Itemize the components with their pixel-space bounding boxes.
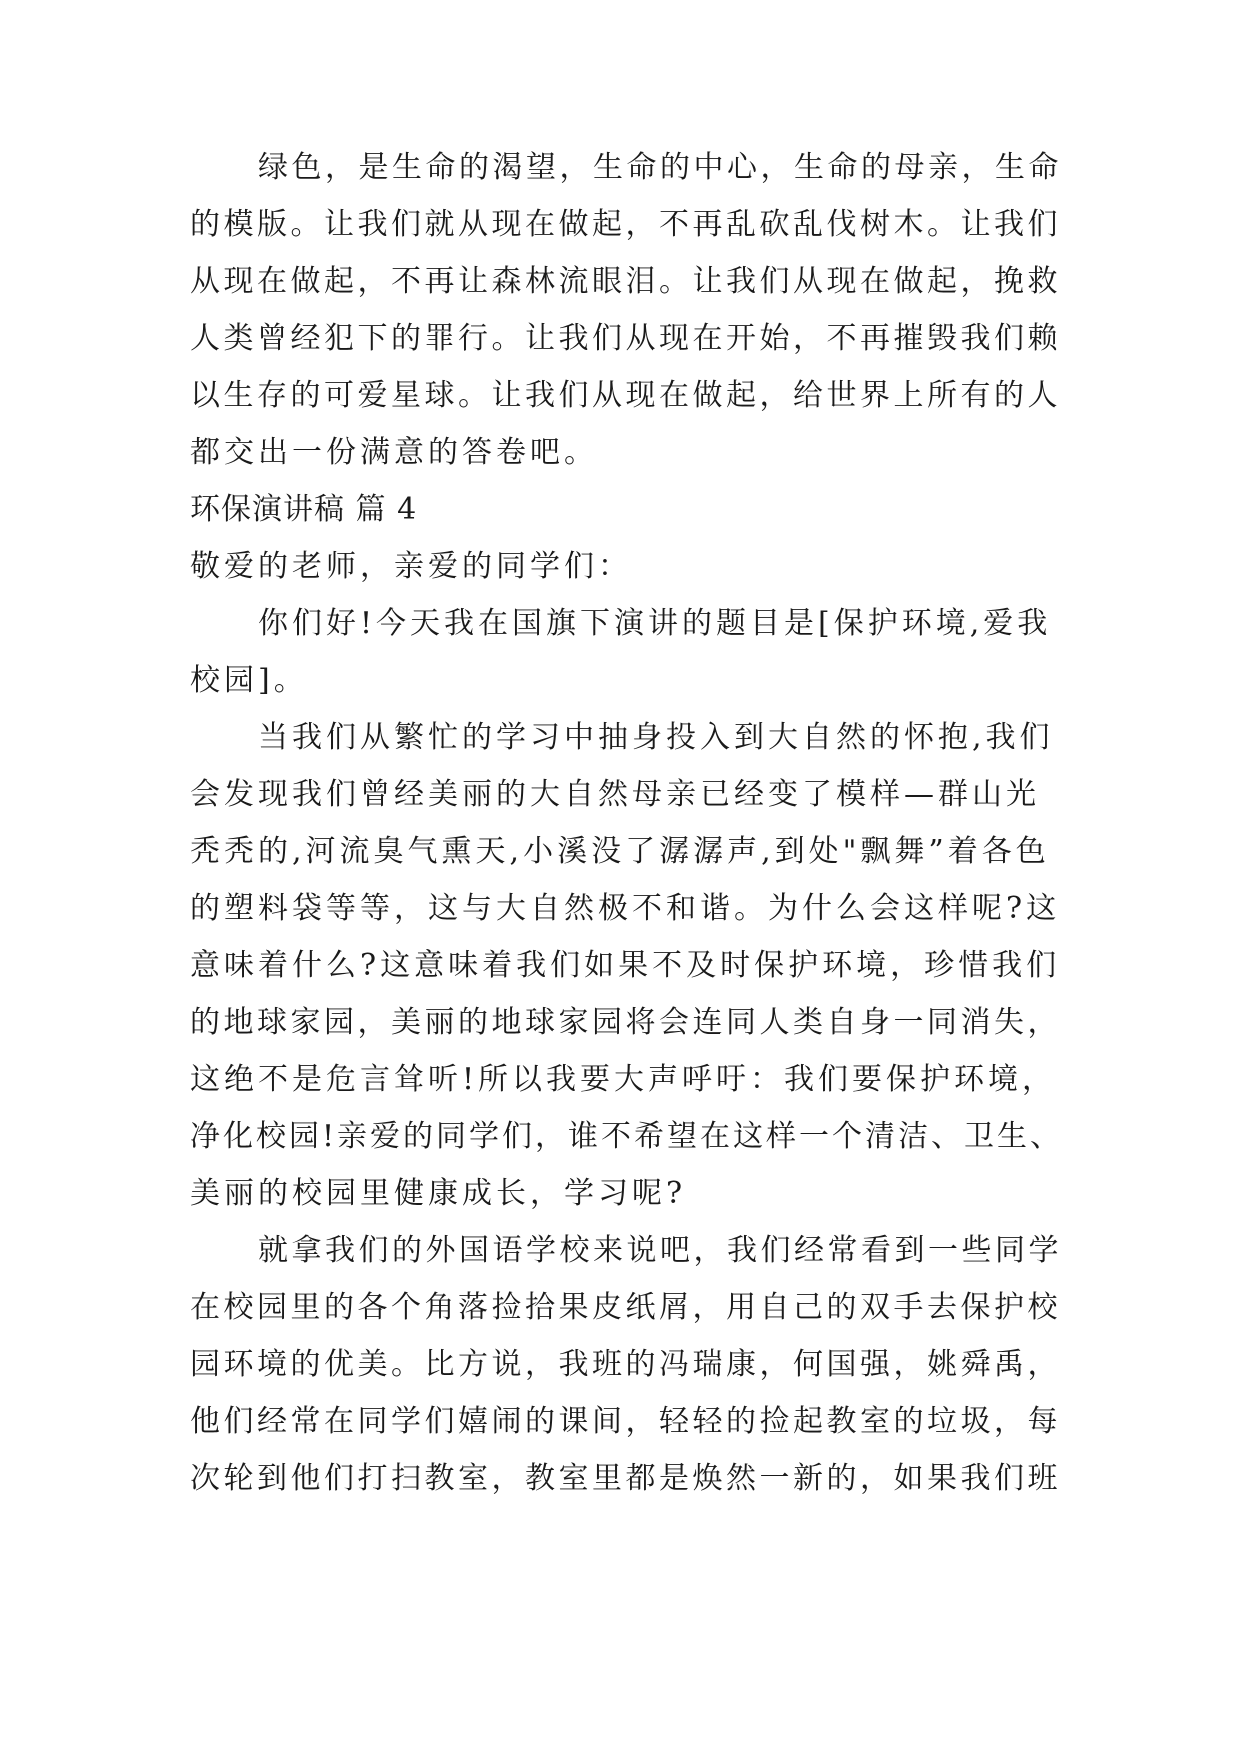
section-heading: 环保演讲稿 篇 4 xyxy=(190,492,418,527)
text-line: 你们好!今天我在国旗下演讲的题目是[保护环境,爱我 xyxy=(258,606,1052,641)
text-line: 意味着什么?这意味着我们如果不及时保护环境，珍惜我们 xyxy=(190,948,1061,983)
text-line: 园环境的优美。比方说，我班的冯瑞康，何国强，姚舜禹， xyxy=(190,1347,1061,1382)
text-line: 人类曾经犯下的罪行。让我们从现在开始，不再摧毁我们赖 xyxy=(190,321,1061,356)
text-line: 会发现我们曾经美丽的大自然母亲已经变了模样—群山光 xyxy=(190,777,1040,812)
text-line: 的塑料袋等等，这与大自然极不和谐。为什么会这样呢?这 xyxy=(190,891,1061,926)
salutation: 敬爱的老师，亲爱的同学们： xyxy=(190,549,632,584)
text-line: 从现在做起，不再让森林流眼泪。让我们从现在做起，挽救 xyxy=(190,264,1061,299)
text-line: 当我们从繁忙的学习中抽身投入到大自然的怀抱,我们 xyxy=(258,720,1054,755)
text-line: 次轮到他们打扫教室，教室里都是焕然一新的，如果我们班 xyxy=(190,1461,1061,1496)
text-line: 美丽的校园里健康成长，学习呢? xyxy=(190,1176,687,1211)
text-line: 在校园里的各个角落捡拾果皮纸屑，用自己的双手去保护校 xyxy=(190,1290,1061,1325)
text-line: 的地球家园，美丽的地球家园将会连同人类自身一同消失， xyxy=(190,1005,1061,1040)
text-line: 校园]。 xyxy=(190,663,308,698)
text-line: 以生存的可爱星球。让我们从现在做起，给世界上所有的人 xyxy=(190,378,1061,413)
text-line: 的模版。让我们就从现在做起，不再乱砍乱伐树木。让我们 xyxy=(190,207,1061,242)
text-line: 就拿我们的外国语学校来说吧，我们经常看到一些同学 xyxy=(258,1233,1062,1268)
text-line: 绿色，是生命的渴望，生命的中心，生命的母亲，生命 xyxy=(258,150,1062,185)
text-line: 这绝不是危言耸听!所以我要大声呼吁：我们要保护环境， xyxy=(190,1062,1057,1097)
text-line: 都交出一份满意的答卷吧。 xyxy=(190,435,598,470)
text-line: 他们经常在同学们嬉闹的课间，轻轻的捡起教室的垃圾，每 xyxy=(190,1404,1061,1439)
text-line: 净化校园!亲爱的同学们，谁不希望在这样一个清洁、卫生、 xyxy=(190,1119,1064,1154)
text-line: 秃秃的,河流臭气熏天,小溪没了潺潺声,到处"飘舞”着各色 xyxy=(190,834,1050,869)
